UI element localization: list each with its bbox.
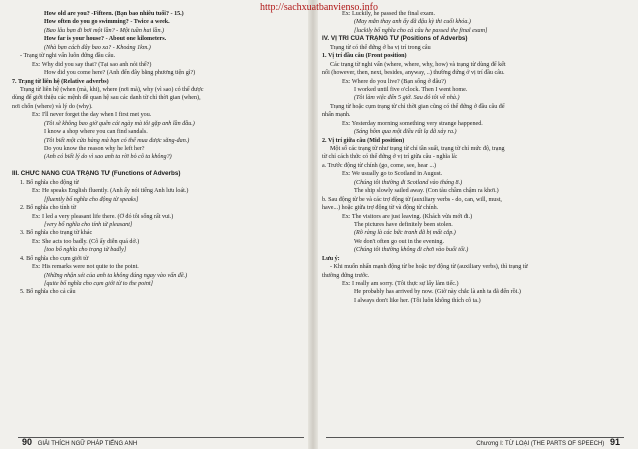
text-line: How far is your house? - About one kilometers. xyxy=(44,36,167,43)
text-line: [quite bổ nghĩa cho cụm giới từ to the point] xyxy=(44,281,153,287)
text-line: (Sáng hôm qua một điều rất lạ đã xảy ra.) xyxy=(354,129,457,136)
text-line xyxy=(12,381,304,389)
text-line: Do you know the reason why he left her? xyxy=(44,146,145,152)
text-line: (Tôi làm việc đến 5 giờ. Sau đó tôi về nhà.) xyxy=(354,95,460,102)
text-line: nơi chốn (where) và lý do (why). xyxy=(12,103,93,110)
text-line: (Chúng tôi thường không đi chơi vào buổi tối.) xyxy=(354,247,469,254)
text-line xyxy=(12,331,304,339)
text-line: - Trạng từ nghi vấn luôn đứng đầu câu. xyxy=(20,53,116,60)
text-line: dùng để giới thiệu các mệnh đề quan hệ sau các danh từ chỉ thời gian (when), xyxy=(12,95,201,102)
text-line: nối (however, then, next, besides, anyway, ..) thường đứng ở vị trí đầu câu. xyxy=(322,70,505,77)
text-line: How did you come here? (Anh đến đây bằng phương tiện gì?) xyxy=(44,70,196,77)
text-line: Ex: He speaks English fluently. (Anh ấy nói tiếng Anh lưu loát.) xyxy=(32,188,189,195)
text-line: We don't often go out in the evening. xyxy=(354,238,444,245)
right-page xyxy=(322,10,626,435)
book-gutter xyxy=(308,0,318,449)
text-line: [fluently bổ nghĩa cho động từ speaks] xyxy=(44,196,139,203)
text-line: How old are you? -Fifteen. (Bạn bao nhiêu tuổi? - 15.) xyxy=(44,11,184,17)
text-line: Trạng từ có thể đứng ở ba vị trí trong câu xyxy=(330,44,431,51)
text-line: Ex: I led a very pleasant life there. (Ở đó tôi sống rất vui.) xyxy=(32,213,174,220)
text-line: 1. Vị trí đầu câu (Front position) xyxy=(322,53,407,60)
text-line: - Khi muốn nhấn mạnh động từ be hoặc trợ động từ (auxiliary verbs), thì trạng từ xyxy=(330,264,528,271)
text-line: Ex: She acts too badly. (Cô ấy diễn quá dở.) xyxy=(32,238,140,245)
text-line: (Tôi biết một cửa hàng mà bạn có thể mua được săng-đan.) xyxy=(44,137,190,144)
right-footer xyxy=(476,437,624,447)
text-line: (Nhà bạn cách đây bao xa? - Khoảng 1km.) xyxy=(44,44,151,51)
text-line: nhấn mạnh. xyxy=(322,112,351,119)
text-line: Ex: I really am sorry. (Tôi thực sự lấy làm tiếc.) xyxy=(342,281,459,287)
text-line xyxy=(322,322,626,330)
text-line xyxy=(322,356,626,364)
text-line: (Tôi sẽ không bao giờ quên cái ngày mà tôi gặp anh lần đầu.) xyxy=(44,120,195,127)
text-line xyxy=(322,348,626,356)
text-line: (Anh có biết lý do vì sao anh ta rời bỏ cô ta không?) xyxy=(44,154,172,161)
text-line: (May mắn thay anh ấy đã đậu kỳ thi cuối khóa.) xyxy=(354,19,471,26)
text-line: Ex: His remarks were not quite to the point. xyxy=(32,264,139,271)
text-line: Trạng từ liên hệ (when (mà, khi), where (nơi mà), why (vì sao) có thể được xyxy=(20,86,204,93)
text-line: Ex: Yesterday morning something very strange happened. xyxy=(342,120,483,127)
text-line xyxy=(322,314,626,322)
text-line: [too bổ nghĩa cho trạng từ badly] xyxy=(44,247,127,254)
text-line: Ex: We usually go to Scotland in August. xyxy=(342,171,443,178)
text-line xyxy=(322,331,626,339)
text-line: 4. Bổ nghĩa cho cụm giới từ xyxy=(20,255,89,262)
text-line: He probably has arrived by now. (Giờ này chắc là anh ta đã đến rồi.) xyxy=(354,289,521,296)
text-line: Ex: Where do you live? (Bạn sống ở đâu?) xyxy=(342,78,446,85)
text-line xyxy=(12,314,304,322)
text-line xyxy=(322,407,626,415)
text-line: I know a shop where you can find sandals. xyxy=(44,129,148,136)
text-line xyxy=(12,390,304,398)
text-line xyxy=(12,162,304,170)
text-line: I always don't like her. (Tôi luôn không thích cô ta.) xyxy=(354,297,481,304)
text-line: Các trạng từ nghi vấn (where, where, why, how) và trạng từ dùng để kết xyxy=(330,61,506,68)
text-line: I worked until five o'clock. Then I went home. xyxy=(354,86,468,93)
text-line: 5. Bổ nghĩa cho cả câu xyxy=(20,289,76,296)
text-line xyxy=(322,398,626,406)
text-line xyxy=(12,322,304,330)
text-line: Ex: Luckily, he passed the final exam. xyxy=(342,11,436,17)
text-line: Ex: I'll never forget the day when I first met you. xyxy=(32,112,152,119)
text-line: từ chỉ cách thức có thể đứng ở vị trí giữa câu - nghĩa là: xyxy=(322,154,458,161)
text-line xyxy=(322,305,626,313)
left-running-title: GIẢI THÍCH NGỮ PHÁP TIẾNG ANH xyxy=(37,441,138,447)
text-line: [luckily bổ nghĩa cho cả câu he passed the final exam] xyxy=(354,27,488,34)
text-line: (Chúng tôi thường đi Scotland vào tháng 8.) xyxy=(354,179,463,186)
right-running-title: Chương I: TỪ LOẠI (THE PARTS OF SPEECH) xyxy=(476,441,605,447)
text-line: Lưu ý: xyxy=(322,255,340,262)
text-line xyxy=(12,297,304,305)
left-footer xyxy=(18,437,137,447)
text-line: 2. Bổ nghĩa cho tính từ xyxy=(20,205,77,212)
text-line xyxy=(12,364,304,372)
text-line: The pictures have definitely been stolen. xyxy=(354,221,453,228)
text-line: have...) hoặc giữa trợ động từ và động từ chính. xyxy=(322,205,439,212)
left-page xyxy=(12,10,304,435)
text-line xyxy=(322,381,626,389)
text-line: (Rõ ràng là các bức tranh đã bị mất cắp.) xyxy=(354,230,456,237)
text-line: 7. Trạng từ liên hệ (Relative adverbs) xyxy=(12,78,109,85)
text-line xyxy=(12,398,304,406)
text-line: How often do you go swimming? - Twice a week. xyxy=(44,19,170,26)
text-line xyxy=(322,390,626,398)
text-line xyxy=(12,305,304,313)
text-line: a. Trước động từ chính (go, come, see, hear ...) xyxy=(322,162,437,169)
text-line xyxy=(322,373,626,381)
right-page-number: 91 xyxy=(609,437,620,447)
text-line: (Những nhận xét của anh ta không đúng ngay vào vấn đề.) xyxy=(44,272,188,279)
text-line: Ex: The visitors are just leaving. (Khách vừa mới đi.) xyxy=(342,213,473,220)
text-line xyxy=(12,356,304,364)
text-line xyxy=(12,373,304,381)
text-line xyxy=(322,339,626,347)
text-line: 2. Vị trí giữa câu (Mid position) xyxy=(322,137,405,144)
text-line: Trạng từ hoặc cụm trạng từ chỉ thời gian cũng có thể đứng ở đầu câu để xyxy=(330,103,505,110)
text-line: The ship slowly sailed away. (Con tàu chầm chậm ra khơi.) xyxy=(354,188,499,195)
text-line xyxy=(12,339,304,347)
text-line: Một số các trạng từ như trạng từ chỉ tần suất, trạng từ chỉ mức độ, trạng xyxy=(330,146,505,152)
text-line: thường đứng trước. xyxy=(322,272,370,279)
text-line xyxy=(12,348,304,356)
text-line: 1. Bổ nghĩa cho động từ xyxy=(20,179,79,186)
text-line: IV. VỊ TRÍ CỦA TRẠNG TỪ (Positions of Adverbs) xyxy=(322,35,468,43)
text-line: b. Sau động từ be và các trợ động từ (auxiliary verbs - do, can, will, must, xyxy=(322,196,502,203)
text-line: (Bao lâu bạn đi bơi một lần? - Một tuần hai lần.) xyxy=(44,27,165,34)
text-line: 3. Bổ nghĩa cho trạng từ khác xyxy=(20,230,93,237)
text-line xyxy=(322,364,626,372)
left-page-number: 90 xyxy=(22,437,33,447)
text-line: [very bổ nghĩa cho tính từ pleasant] xyxy=(44,221,133,228)
text-line: III. CHỨC NĂNG CỦA TRẠNG TỪ (Functions of Adverbs) xyxy=(12,170,181,178)
watermark-url[interactable]: http://sachxuatbanvienso.info xyxy=(259,2,379,13)
text-line: Ex: Why did you say that? (Tại sao anh nói thế?) xyxy=(32,61,152,68)
text-line xyxy=(12,407,304,415)
